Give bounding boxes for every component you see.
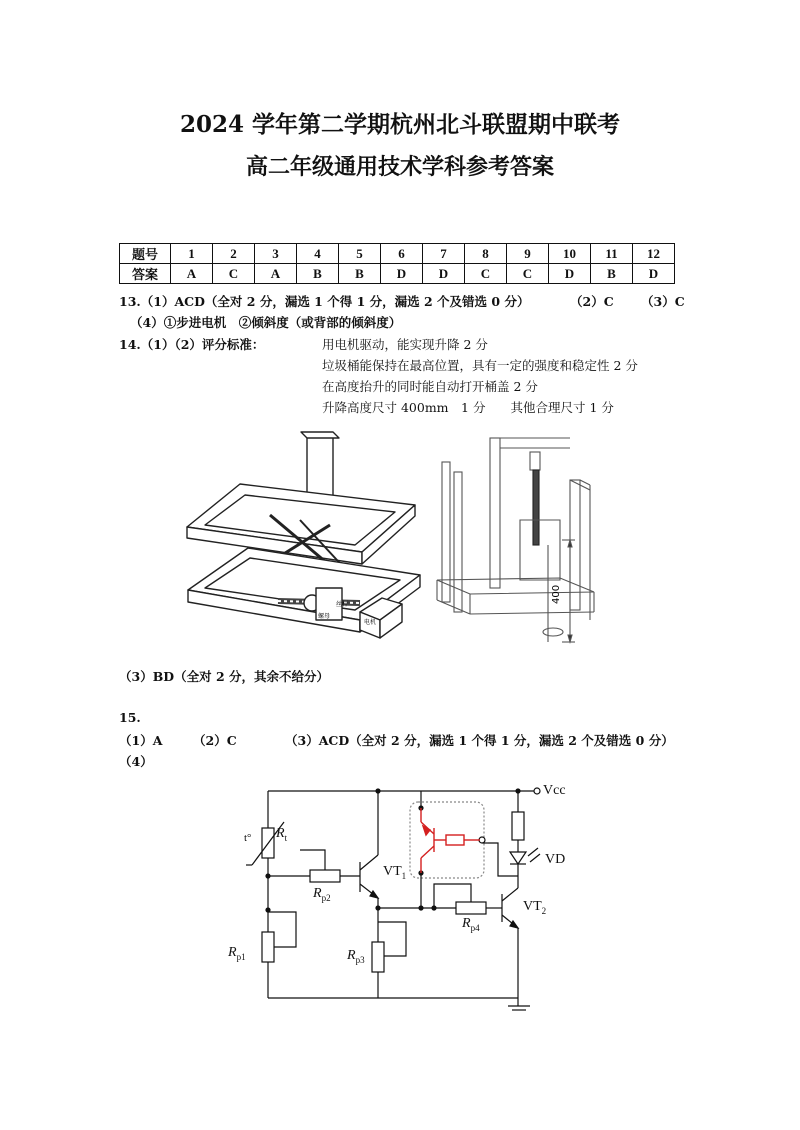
- vt1-label: $VT_1$: [383, 864, 407, 881]
- table-cell: B: [339, 264, 381, 284]
- q14-criterion-1: 用电机驱动，能实现升降 2 分: [322, 337, 488, 352]
- q13-line1-part3: （3）C: [641, 294, 685, 309]
- rt-label: $R_t$: [276, 826, 288, 843]
- label-motor: 电机: [364, 619, 377, 626]
- table-cell: 10: [549, 244, 591, 264]
- table-cell: 6: [381, 244, 423, 264]
- row-header-question: 题号: [120, 244, 171, 264]
- table-cell: 1: [171, 244, 213, 264]
- table-cell: 4: [297, 244, 339, 264]
- temperature-label: t°: [244, 832, 252, 844]
- table-cell: 8: [465, 244, 507, 264]
- table-cell: B: [591, 264, 633, 284]
- table-cell: 7: [423, 244, 465, 264]
- q13-line2: （4）①步进电机 ②倾斜度（或背部的倾斜度）: [130, 315, 402, 330]
- q14-criterion-4: 升降高度尺寸 400mm 1 分 其他合理尺寸 1 分: [322, 400, 614, 415]
- dimension-400: 400: [551, 584, 562, 604]
- label-screw: 丝杆: [336, 601, 349, 608]
- table-cell: C: [507, 264, 549, 284]
- table-cell: 12: [633, 244, 675, 264]
- document-subtitle: 高二年级通用技术学科参考答案: [245, 154, 554, 180]
- table-cell: D: [549, 264, 591, 284]
- q15-part3: （3）ACD（全对 2 分，漏选 1 个得 1 分，漏选 2 个及错选 0 分）: [285, 733, 674, 748]
- table-cell: C: [465, 264, 507, 284]
- table-cell: D: [423, 264, 465, 284]
- highlight-transistor: [421, 808, 480, 873]
- table-cell: A: [255, 264, 297, 284]
- document-title: 2024 学年第二学期杭州北斗联盟期中联考: [179, 111, 621, 138]
- table-cell: 5: [339, 244, 381, 264]
- rp4-label: $R_{p4}$: [462, 916, 480, 933]
- vd-label: VD: [545, 852, 566, 867]
- label-nut: 螺母: [318, 613, 331, 620]
- table-cell: 9: [507, 244, 549, 264]
- table-cell: B: [297, 264, 339, 284]
- q15-part1: （1）A: [119, 733, 163, 748]
- q13-line1: 13.（1）ACD（全对 2 分，漏选 1 个得 1 分，漏选 2 个及错选 0 分）: [119, 294, 530, 309]
- table-cell: 11: [591, 244, 633, 264]
- table-cell: A: [171, 264, 213, 284]
- q15-part4: （4）: [119, 754, 153, 769]
- row-header-answer: 答案: [120, 264, 171, 284]
- q14-label: 14.（1）（2）评分标准：: [119, 337, 265, 352]
- table-cell: C: [213, 264, 255, 284]
- table-cell: D: [381, 264, 423, 284]
- table-cell: D: [633, 264, 675, 284]
- q15-part2: （2）C: [193, 733, 237, 748]
- q14-part3: （3）BD（全对 2 分，其余不给分）: [119, 669, 330, 684]
- vt2-label: $VT_2$: [523, 899, 547, 916]
- rp2-label: $R_{p2}$: [313, 886, 331, 903]
- q15-label: 15.: [119, 710, 141, 725]
- vcc-label: Vcc: [543, 783, 566, 798]
- rp1-label: $R_{p1}$: [228, 945, 246, 962]
- q14-criterion-2: 垃圾桶能保持在最高位置，具有一定的强度和稳定性 2 分: [322, 358, 638, 373]
- rp3-label: $R_{p3}$: [347, 948, 365, 965]
- q14-criterion-3: 在高度抬升的同时能自动打开桶盖 2 分: [322, 379, 538, 394]
- table-cell: 3: [255, 244, 297, 264]
- q13-line1-part2: （2）C: [570, 294, 614, 309]
- table-cell: 2: [213, 244, 255, 264]
